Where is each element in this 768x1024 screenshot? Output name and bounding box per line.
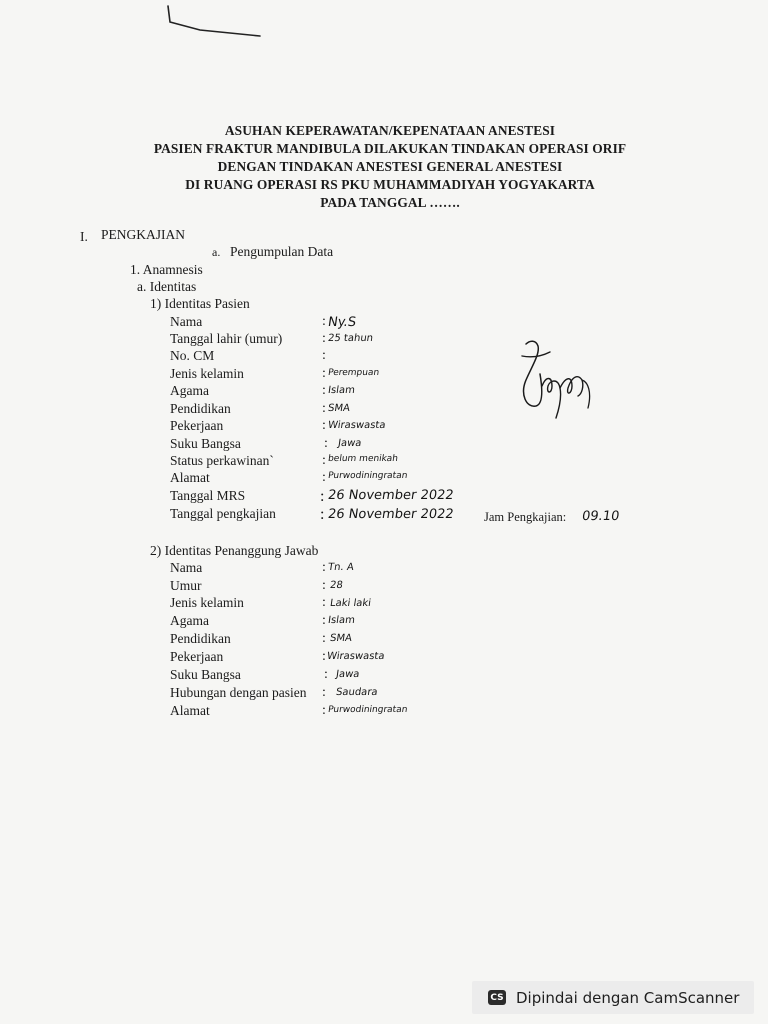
section-heading: PENGKAJIAN	[101, 227, 185, 242]
colon: :	[322, 453, 326, 468]
value-pekerjaan: Wiraswasta	[326, 651, 386, 662]
label-tanggal-pengkajian: Tanggal pengkajian	[170, 506, 276, 521]
colon: :	[320, 488, 325, 505]
value-nama: Ny.S	[326, 315, 358, 330]
value-alamat: Purwodiningratan	[327, 471, 409, 481]
label-alamat: Alamat	[170, 703, 210, 718]
label-tanggal-lahir: Tanggal lahir (umur)	[170, 331, 283, 346]
value-agama: Islam	[327, 385, 356, 396]
value-suku-bangsa: Jawa	[337, 438, 363, 449]
value-jenis-kelamin: Laki laki	[329, 598, 372, 609]
label-pendidikan: Pendidikan	[170, 631, 231, 646]
value-agama: Islam	[327, 615, 356, 626]
watermark-text: Dipindai dengan CamScanner	[516, 988, 740, 1007]
colon: :	[322, 578, 326, 593]
value-pendidikan: SMA	[327, 403, 351, 414]
colon: :	[320, 506, 325, 523]
colon: :	[324, 667, 328, 682]
label-status-perkawinan: Status perkawinan`	[170, 453, 274, 468]
value-tanggal-lahir: 25 tahun	[327, 333, 374, 344]
value-jam-pengkajian: 09.10	[580, 509, 621, 524]
anamnesis-heading: 1. Anamnesis	[130, 262, 203, 277]
colon: :	[322, 383, 326, 398]
colon: :	[322, 418, 326, 433]
label-agama: Agama	[170, 613, 209, 628]
pen-stroke-mark	[160, 0, 270, 40]
subsection-marker: a.	[212, 245, 221, 259]
document-title	[60, 122, 720, 212]
title-line: PADA TANGGAL …….	[320, 195, 460, 210]
label-hubungan: Hubungan dengan pasien	[170, 685, 307, 700]
colon: :	[324, 436, 328, 451]
value-hubungan: Saudara	[335, 687, 379, 698]
label-pendidikan: Pendidikan	[170, 401, 231, 416]
value-nama: Tn. A	[327, 562, 355, 573]
camscanner-watermark	[472, 981, 754, 1014]
title-line: DENGAN TINDAKAN ANESTESI GENERAL ANESTESI	[217, 159, 563, 174]
label-umur: Umur	[170, 578, 202, 593]
colon: :	[322, 613, 326, 628]
label-alamat: Alamat	[170, 470, 210, 485]
section-number: I.	[80, 229, 88, 244]
label-tanggal-mrs: Tanggal MRS	[170, 488, 246, 503]
title-line: DI RUANG OPERASI RS PKU MUHAMMADIYAH YOGYAKARTA	[185, 177, 595, 192]
label-jenis-kelamin: Jenis kelamin	[170, 595, 244, 610]
title-line: ASUHAN KEPERAWATAN/KEPENATAAN ANESTESI	[224, 123, 556, 138]
identitas-heading: a. Identitas	[137, 279, 197, 294]
colon: :	[322, 631, 326, 646]
colon: :	[322, 685, 326, 700]
value-status-perkawinan: belum menikah	[327, 454, 399, 464]
label-nama: Nama	[170, 560, 203, 575]
pasien-heading: 1) Identitas Pasien	[150, 296, 250, 311]
label-pekerjaan: Pekerjaan	[170, 418, 224, 433]
colon: :	[322, 331, 326, 346]
subsection-label: Pengumpulan Data	[230, 244, 334, 259]
label-nama: Nama	[170, 314, 203, 329]
colon: :	[322, 595, 326, 610]
label-suku-bangsa: Suku Bangsa	[170, 436, 241, 451]
colon: :	[322, 366, 326, 381]
colon: :	[322, 649, 326, 664]
value-pendidikan: SMA	[329, 633, 353, 644]
label-suku-bangsa: Suku Bangsa	[170, 667, 241, 682]
colon: :	[322, 560, 326, 575]
value-tanggal-mrs: 26 November 2022	[326, 488, 455, 503]
colon: :	[322, 703, 326, 718]
label-no-cm: No. CM	[170, 348, 215, 363]
title-line: PASIEN FRAKTUR MANDIBULA DILAKUKAN TINDAKAN OPERASI ORIF	[153, 141, 627, 156]
camscanner-logo-icon: CS	[488, 990, 506, 1005]
label-pekerjaan: Pekerjaan	[170, 649, 224, 664]
colon: :	[322, 470, 326, 485]
label-jenis-kelamin: Jenis kelamin	[170, 366, 244, 381]
colon: :	[322, 401, 326, 416]
value-suku-bangsa: Jawa	[335, 669, 361, 680]
label-agama: Agama	[170, 383, 209, 398]
label-jam-pengkajian: Jam Pengkajian:	[484, 510, 567, 524]
colon: :	[322, 348, 326, 363]
value-tanggal-pengkajian: 26 November 2022	[326, 507, 455, 522]
value-jenis-kelamin: Perempuan	[327, 368, 380, 378]
value-pekerjaan: Wiraswasta	[327, 420, 387, 431]
penanggung-heading: 2) Identitas Penanggung Jawab	[150, 543, 319, 558]
signature	[516, 336, 602, 426]
colon: :	[322, 314, 326, 329]
value-umur: 28	[329, 580, 344, 591]
value-alamat: Purwodiningratan	[327, 705, 409, 715]
